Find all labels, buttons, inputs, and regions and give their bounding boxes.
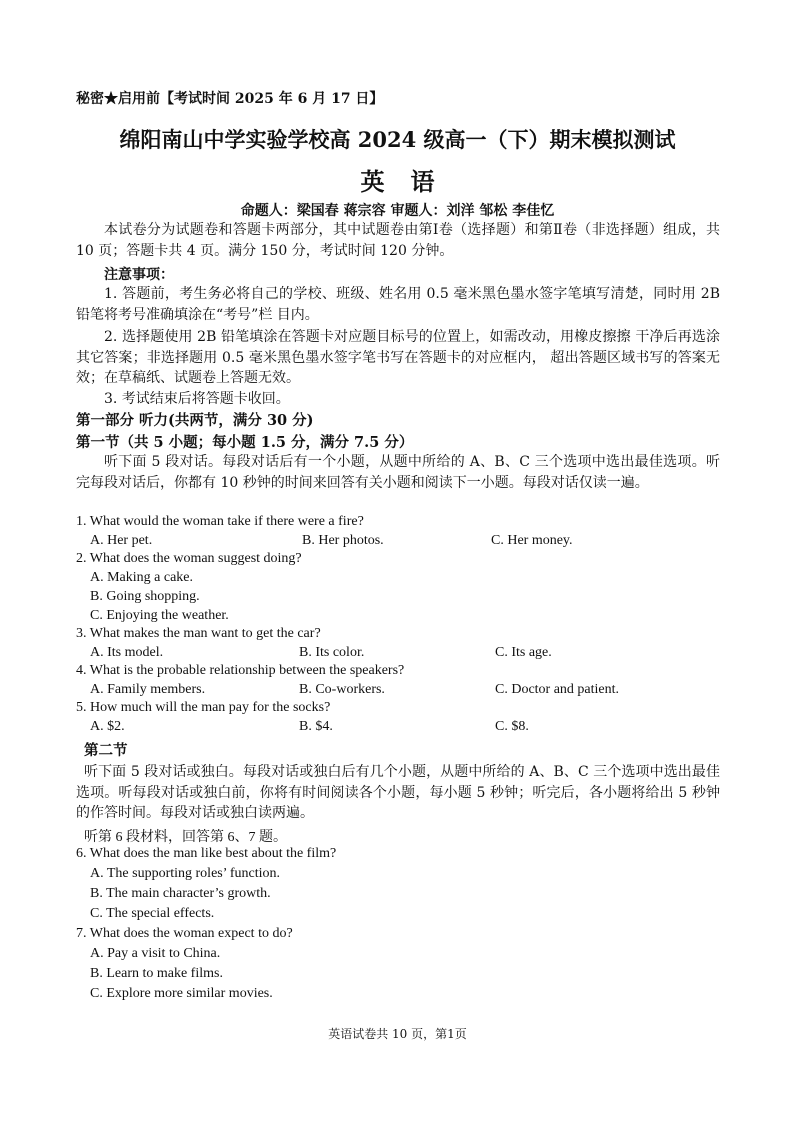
q3-option-b: B. Its color. bbox=[299, 645, 365, 660]
part1-heading: 第一部分 听力(共两节，满分 30 分) bbox=[76, 412, 314, 429]
q4-option-b: B. Co-workers. bbox=[299, 682, 385, 697]
q5-option-c: C. $8. bbox=[495, 719, 529, 734]
q2-option-c: C. Enjoying the weather. bbox=[90, 608, 229, 623]
page-footer: 英语试卷共 10 页，第1页 bbox=[328, 1027, 467, 1041]
section2-instructions: 听下面 5 段对话或独白。每段对话或独白后有几个小题，从题中所给的 A、B、C 三个选项中选出最佳选项。听每段对话或独白前，你将有时间阅读各个小题，每小题 5 秒钟；听完后，各小题将给出 5 秒钟的作答时间。每段对话或独白读两遍。 bbox=[76, 764, 720, 821]
question-2: 2. What does the woman suggest doing? bbox=[76, 551, 302, 566]
question-5: 5. How much will the man pay for the socks? bbox=[76, 700, 331, 715]
q3-option-c: C. Its age. bbox=[495, 645, 552, 660]
section1-instructions: 听下面 5 段对话。每段对话后有一个小题，从题中所给的 A、B、C 三个选项中选出最佳选项。听完每段对话后，你都有 10 秒钟的时间来回答有关小题和阅读下一小题。每段对话仅读一遍。 bbox=[76, 454, 720, 491]
notice-heading: 注意事项： bbox=[104, 267, 174, 283]
q7-option-b: B. Learn to make films. bbox=[90, 966, 223, 981]
q6-option-a: A. The supporting roles’ function. bbox=[90, 866, 281, 881]
q6-option-c: C. The special effects. bbox=[90, 906, 215, 921]
q2-option-b: B. Going shopping. bbox=[90, 589, 200, 604]
q2-option-a: A. Making a cake. bbox=[90, 570, 194, 585]
section1-heading: 第一节（共 5 小题；每小题 1.5 分，满分 7.5 分） bbox=[76, 434, 414, 451]
q1-option-b: B. Her photos. bbox=[302, 533, 384, 548]
q6-option-b: B. The main character’s growth. bbox=[90, 886, 271, 901]
notice-item-1: 1. 答题前，考生务必将自己的学校、班级、姓名用 0.5 毫米黑色墨水签字笔填写清楚，同时用 2B 铅笔将考号准确填涂在“考号”栏 目内。 bbox=[76, 286, 720, 323]
question-1: 1. What would the woman take if there were a fire? bbox=[76, 514, 364, 529]
question-4: 4. What is the probable relationship between the speakers? bbox=[76, 663, 405, 678]
subject-title: 英语 bbox=[360, 167, 461, 196]
q5-option-a: A. $2. bbox=[90, 719, 125, 734]
authors-line: 命题人：梁国春 蒋宗容 审题人：刘洋 邹松 李佳忆 bbox=[240, 203, 555, 219]
q1-option-c: C. Her money. bbox=[491, 533, 573, 548]
notice-item-3: 3. 考试结束后将答题卡收回。 bbox=[104, 391, 290, 407]
q4-option-a: A. Family members. bbox=[90, 682, 206, 697]
q3-option-a: A. Its model. bbox=[90, 645, 164, 660]
q4-option-c: C. Doctor and patient. bbox=[495, 682, 620, 697]
q5-option-b: B. $4. bbox=[299, 719, 333, 734]
material-6-instruction: 听第 6 段材料，回答第 6、7 题。 bbox=[84, 830, 287, 845]
q7-option-c: C. Explore more similar movies. bbox=[90, 986, 273, 1001]
notice-item-2: 2. 选择题使用 2B 铅笔填涂在答题卡对应题目标号的位置上，如需改动，用橡皮擦擦 干净后再选涂其它答案；非选择题用 0.5 毫米黑色墨水签字笔书写在答题卡的对应框内， 超出答题区域书写的答案无效；在草稿纸、试题卷上答题无效。 bbox=[76, 329, 720, 386]
q7-option-a: A. Pay a visit to China. bbox=[90, 946, 221, 961]
question-6: 6. What does the man like best about the film? bbox=[76, 846, 337, 861]
intro-paragraph: 本试卷分为试题卷和答题卡两部分，其中试题卷由第Ⅰ卷（选择题）和第Ⅱ卷（非选择题）组成，共 10 页；答题卡共 4 页。满分 150 分，考试时间 120 分钟。 bbox=[76, 222, 720, 259]
q1-option-a: A. Her pet. bbox=[90, 533, 153, 548]
section2-heading: 第二节 bbox=[84, 742, 128, 759]
question-3: 3. What makes the man want to get the car? bbox=[76, 626, 321, 641]
confidential-notice: 秘密★启用前【考试时间 2025 年 6 月 17 日】 bbox=[76, 91, 384, 107]
exam-title: 绵阳南山中学实验学校高 2024 级高一（下）期末模拟测试 bbox=[119, 127, 676, 152]
question-7: 7. What does the woman expect to do? bbox=[76, 926, 293, 941]
